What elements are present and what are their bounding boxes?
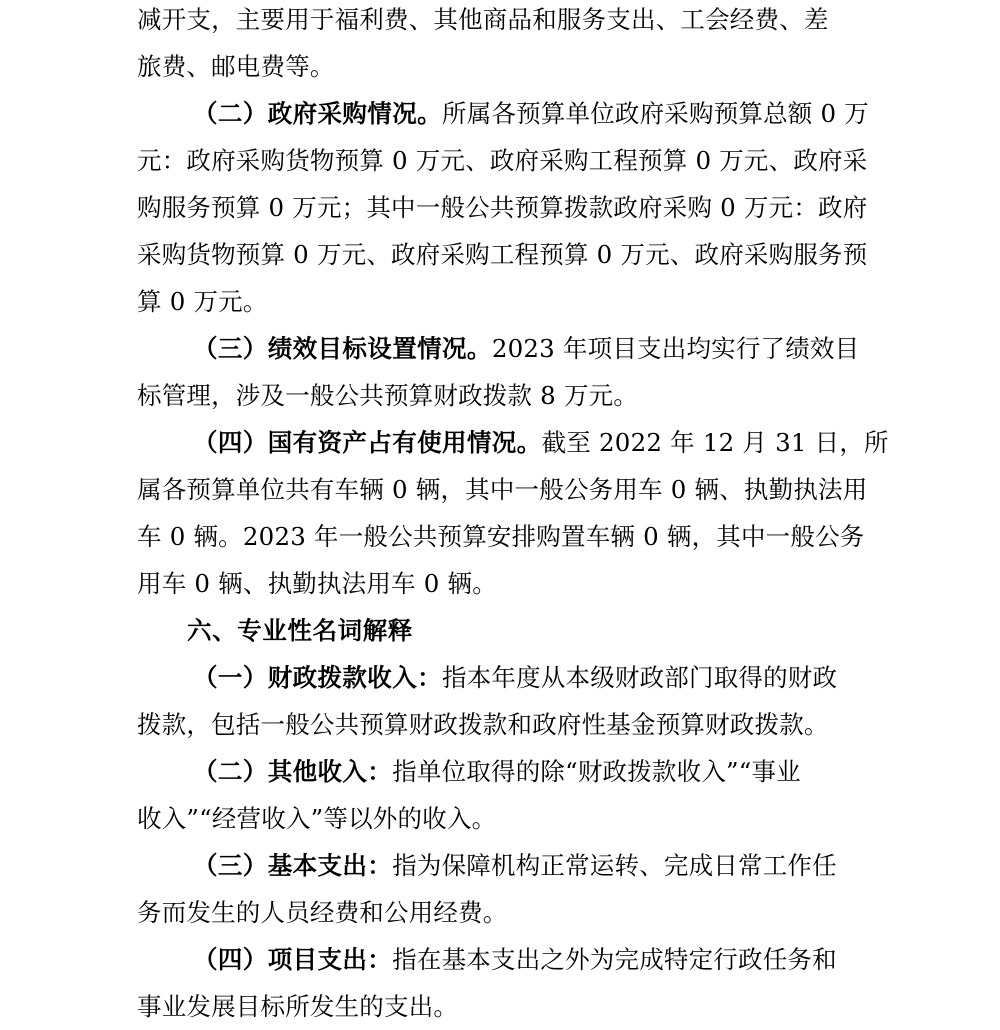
body-text: 指单位取得的除“财政拨款收入”“事业 [392, 757, 801, 786]
paragraph-start-line [193, 419, 889, 466]
body-text: 所属各预算单位政府采购预算总额 0 万 [442, 99, 869, 128]
body-text: 算 0 万元。 [137, 287, 268, 316]
term-lead: （二）其他收入： [193, 757, 393, 786]
text-line [137, 466, 867, 513]
body-text: 事业发展目标所发生的支出。 [137, 992, 459, 1021]
body-text: 属各预算单位共有车辆 0 辆，其中一般公务用车 0 辆、执勤执法用 [137, 475, 868, 504]
body-text: 截至 2022 年 12 月 31 日，所 [541, 428, 889, 457]
body-text: 指在基本支出之外为完成特定行政任务和 [392, 945, 837, 974]
text-line [137, 795, 496, 842]
text-line [137, 372, 638, 419]
text-line [137, 278, 268, 325]
text-line [137, 184, 867, 231]
paragraph-start-line [193, 748, 801, 795]
section-lead: （二）政府采购情况。 [193, 99, 442, 128]
text-line [137, 43, 335, 90]
paragraph-start-line [193, 90, 869, 137]
text-line [137, 231, 867, 278]
text-line [137, 701, 829, 748]
body-text: 拨款，包括一般公共预算财政拨款和政府性基金预算财政拨款。 [137, 710, 829, 739]
body-text: 购服务预算 0 万元；其中一般公共预算拨款政府采购 0 万元：政府 [137, 193, 868, 222]
body-text: 用车 0 辆、执勤执法用车 0 辆。 [137, 569, 497, 598]
body-text: 采购货物预算 0 万元、政府采购工程预算 0 万元、政府采购服务预 [137, 240, 868, 269]
text-line [137, 889, 508, 936]
paragraph-start-line [193, 654, 837, 701]
body-text: 旅费、邮电费等。 [137, 52, 335, 81]
paragraph-start-line [193, 936, 837, 983]
body-text: 元：政府采购货物预算 0 万元、政府采购工程预算 0 万元、政府采 [137, 146, 868, 175]
paragraph-start-line [193, 842, 837, 889]
term-lead: （三）基本支出： [193, 851, 393, 880]
body-text: 车 0 辆。2023 年一般公共预算安排购置车辆 0 辆，其中一般公务 [137, 522, 865, 551]
text-line [137, 560, 497, 607]
term-lead: （一）财政拨款收入： [193, 663, 442, 692]
section-lead: （三）绩效目标设置情况。 [193, 334, 492, 363]
text-line [137, 0, 829, 43]
term-lead: （四）项目支出： [193, 945, 393, 974]
body-text: 务而发生的人员经费和公用经费。 [137, 898, 508, 927]
text-line [137, 513, 864, 560]
text-line [137, 137, 867, 184]
body-text: 指本年度从本级财政部门取得的财政 [442, 663, 838, 692]
body-text: 收入”“经营收入”等以外的收入。 [137, 804, 497, 833]
section-lead: （四）国有资产占有使用情况。 [193, 428, 542, 457]
section-heading: 六、专业性名词解释 [187, 616, 413, 645]
paragraph-start-line [193, 325, 859, 372]
body-text: 指为保障机构正常运转、完成日常工作任 [392, 851, 837, 880]
body-text: 标管理，涉及一般公共预算财政拨款 8 万元。 [137, 381, 639, 410]
body-text: 减开支，主要用于福利费、其他商品和服务支出、工会经费、差 [137, 5, 829, 34]
body-text: 2023 年项目支出均实行了绩效目 [491, 334, 860, 363]
